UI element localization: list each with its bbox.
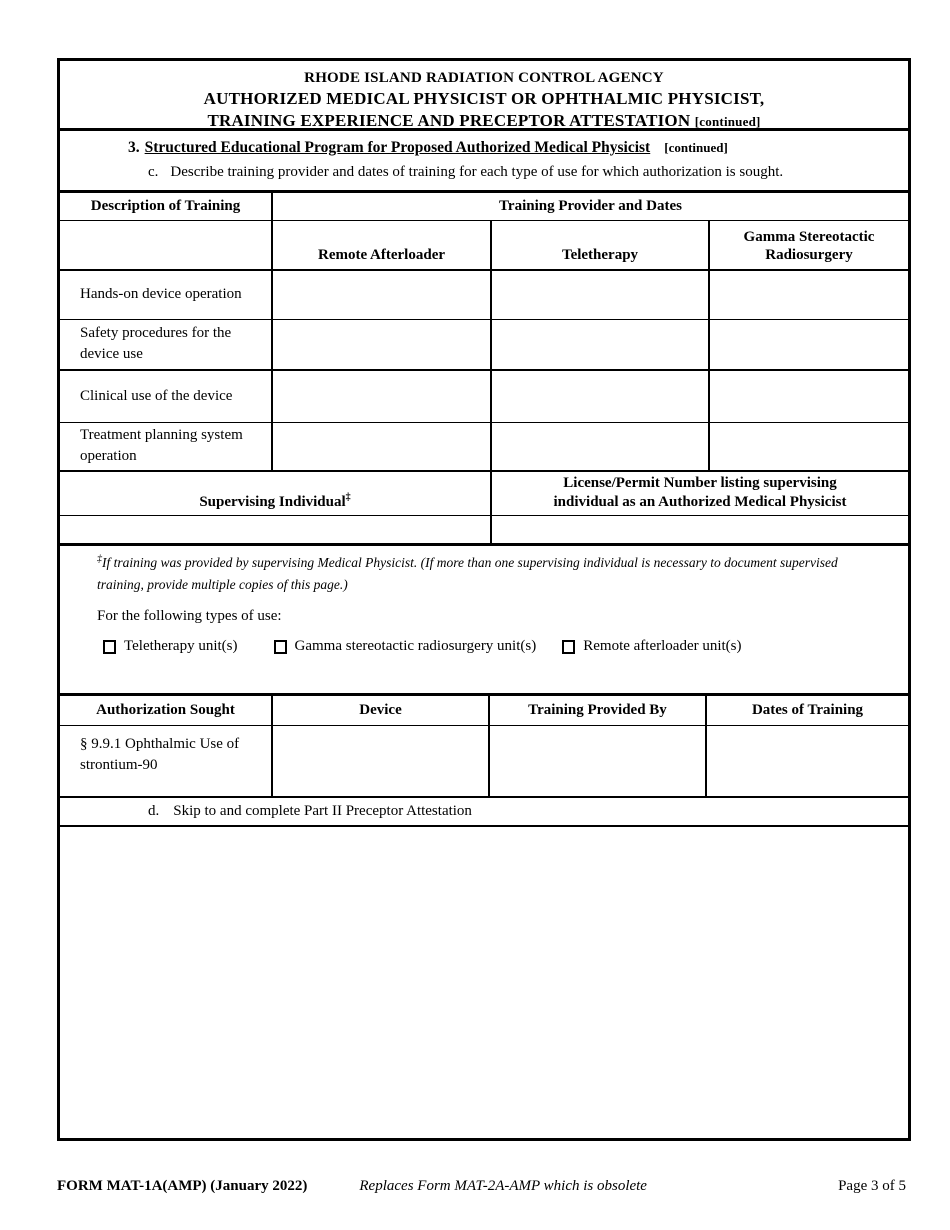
supervising-individual-table: [60, 472, 908, 543]
item-d-marker: d.: [148, 803, 160, 819]
training-cell-input[interactable]: [272, 422, 491, 471]
training-cell-input[interactable]: [272, 370, 491, 422]
col-header-description: Description of Training: [60, 193, 272, 220]
training-cell-input[interactable]: [709, 319, 908, 370]
checkbox-label: Teletherapy unit(s): [124, 638, 238, 654]
replaces-note: Replaces Form MAT-2A-AMP which is obsolete: [359, 1178, 647, 1194]
col-header-authorization-sought: Authorization Sought: [60, 696, 272, 725]
agency-name: RHODE ISLAND RADIATION CONTROL AGENCY: [304, 70, 664, 86]
col-header-gamma-stereotactic: Gamma Stereotactic Radiosurgery: [709, 220, 908, 270]
training-cell-input[interactable]: [709, 370, 908, 422]
checkbox-label: Gamma stereotactic radiosurgery unit(s): [294, 638, 537, 654]
option-remote-afterloader: [562, 638, 741, 655]
continued-tag: [continued]: [694, 114, 761, 129]
section-heading-text: Structured Educational Program for Proposed Authorized Medical Physicist: [144, 139, 651, 156]
training-cell-input[interactable]: [491, 270, 709, 319]
form-page-box: [57, 58, 911, 1141]
item-c-text: Describe training provider and dates of training for each type of use for which authorization is sought.: [170, 164, 784, 180]
row-label-clinical-use: Clinical use of the device: [60, 370, 272, 422]
form-id: FORM MAT-1A(AMP) (January 2022): [57, 1178, 308, 1194]
checkbox-gamma-stereotactic[interactable]: [274, 640, 287, 654]
blank-continuation-area[interactable]: [60, 827, 908, 1138]
section-3: [60, 131, 908, 193]
col-header-dates-of-training: Dates of Training: [706, 696, 908, 725]
footnote-mark: ‡: [97, 553, 102, 565]
training-cell-input[interactable]: [491, 422, 709, 471]
section-3-heading: [128, 139, 908, 157]
footnote-text: ‡If training was provided by supervising Medical Physicist. (If more than one supervising individual is necessary to document supervised training, provide multiple copies of this page.): [97, 553, 838, 592]
item-c-marker: c.: [148, 164, 159, 180]
row-label-ophthalmic-sr90: § 9.9.1 Ophthalmic Use of strontium-90: [60, 725, 272, 797]
license-permit-input[interactable]: [491, 515, 908, 543]
form-title-line2: TRAINING EXPERIENCE AND PRECEPTOR ATTESTATION [continued]: [207, 111, 761, 130]
row-label-safety-procedures: Safety procedures for the device use: [60, 319, 272, 370]
col-header-remote-afterloader: Remote Afterloader: [272, 220, 491, 270]
footnote-mark: ‡: [345, 491, 351, 503]
blank-header-cell: [60, 220, 272, 270]
dates-of-training-input[interactable]: [706, 725, 908, 797]
types-of-use-label: For the following types of use:: [97, 608, 282, 624]
page-number: Page 3 of 5: [838, 1178, 906, 1194]
section-number: 3.: [128, 139, 140, 156]
supervising-individual-header: Supervising Individual‡: [60, 472, 491, 515]
col-header-device: Device: [272, 696, 489, 725]
training-provided-by-input[interactable]: [489, 725, 706, 797]
form-header: [60, 61, 908, 131]
row-label-hands-on: Hands-on device operation: [60, 270, 272, 319]
supervising-individual-input[interactable]: [60, 515, 491, 543]
device-input[interactable]: [272, 725, 489, 797]
col-header-teletherapy: Teletherapy: [491, 220, 709, 270]
continued-tag: [continued]: [664, 140, 728, 155]
option-gamma-stereotactic: [274, 638, 537, 655]
option-teletherapy: [103, 638, 238, 655]
training-provider-table: [60, 193, 908, 472]
authorization-table: [60, 696, 908, 798]
item-c: [148, 164, 908, 181]
group-header-provider-dates: Training Provider and Dates: [272, 193, 908, 220]
checkbox-teletherapy[interactable]: [103, 640, 116, 654]
page-footer: [57, 1178, 906, 1195]
types-of-use-options: [103, 638, 908, 655]
license-permit-header: License/Permit Number listing supervising individual as an Authorized Medical Physicist: [491, 472, 908, 515]
item-d-text: Skip to and complete Part II Preceptor Attestation: [173, 803, 472, 819]
training-cell-input[interactable]: [491, 319, 709, 370]
col-header-training-provided-by: Training Provided By: [489, 696, 706, 725]
item-d: [60, 798, 908, 827]
footnote-section: [60, 543, 908, 696]
training-cell-input[interactable]: [709, 270, 908, 319]
form-title-line1: AUTHORIZED MEDICAL PHYSICIST OR OPHTHALMIC PHYSICIST,: [203, 89, 765, 108]
checkbox-remote-afterloader[interactable]: [562, 640, 575, 654]
training-cell-input[interactable]: [272, 319, 491, 370]
training-cell-input[interactable]: [709, 422, 908, 471]
checkbox-label: Remote afterloader unit(s): [583, 638, 742, 654]
training-cell-input[interactable]: [491, 370, 709, 422]
row-label-treatment-planning: Treatment planning system operation: [60, 422, 272, 471]
training-cell-input[interactable]: [272, 270, 491, 319]
